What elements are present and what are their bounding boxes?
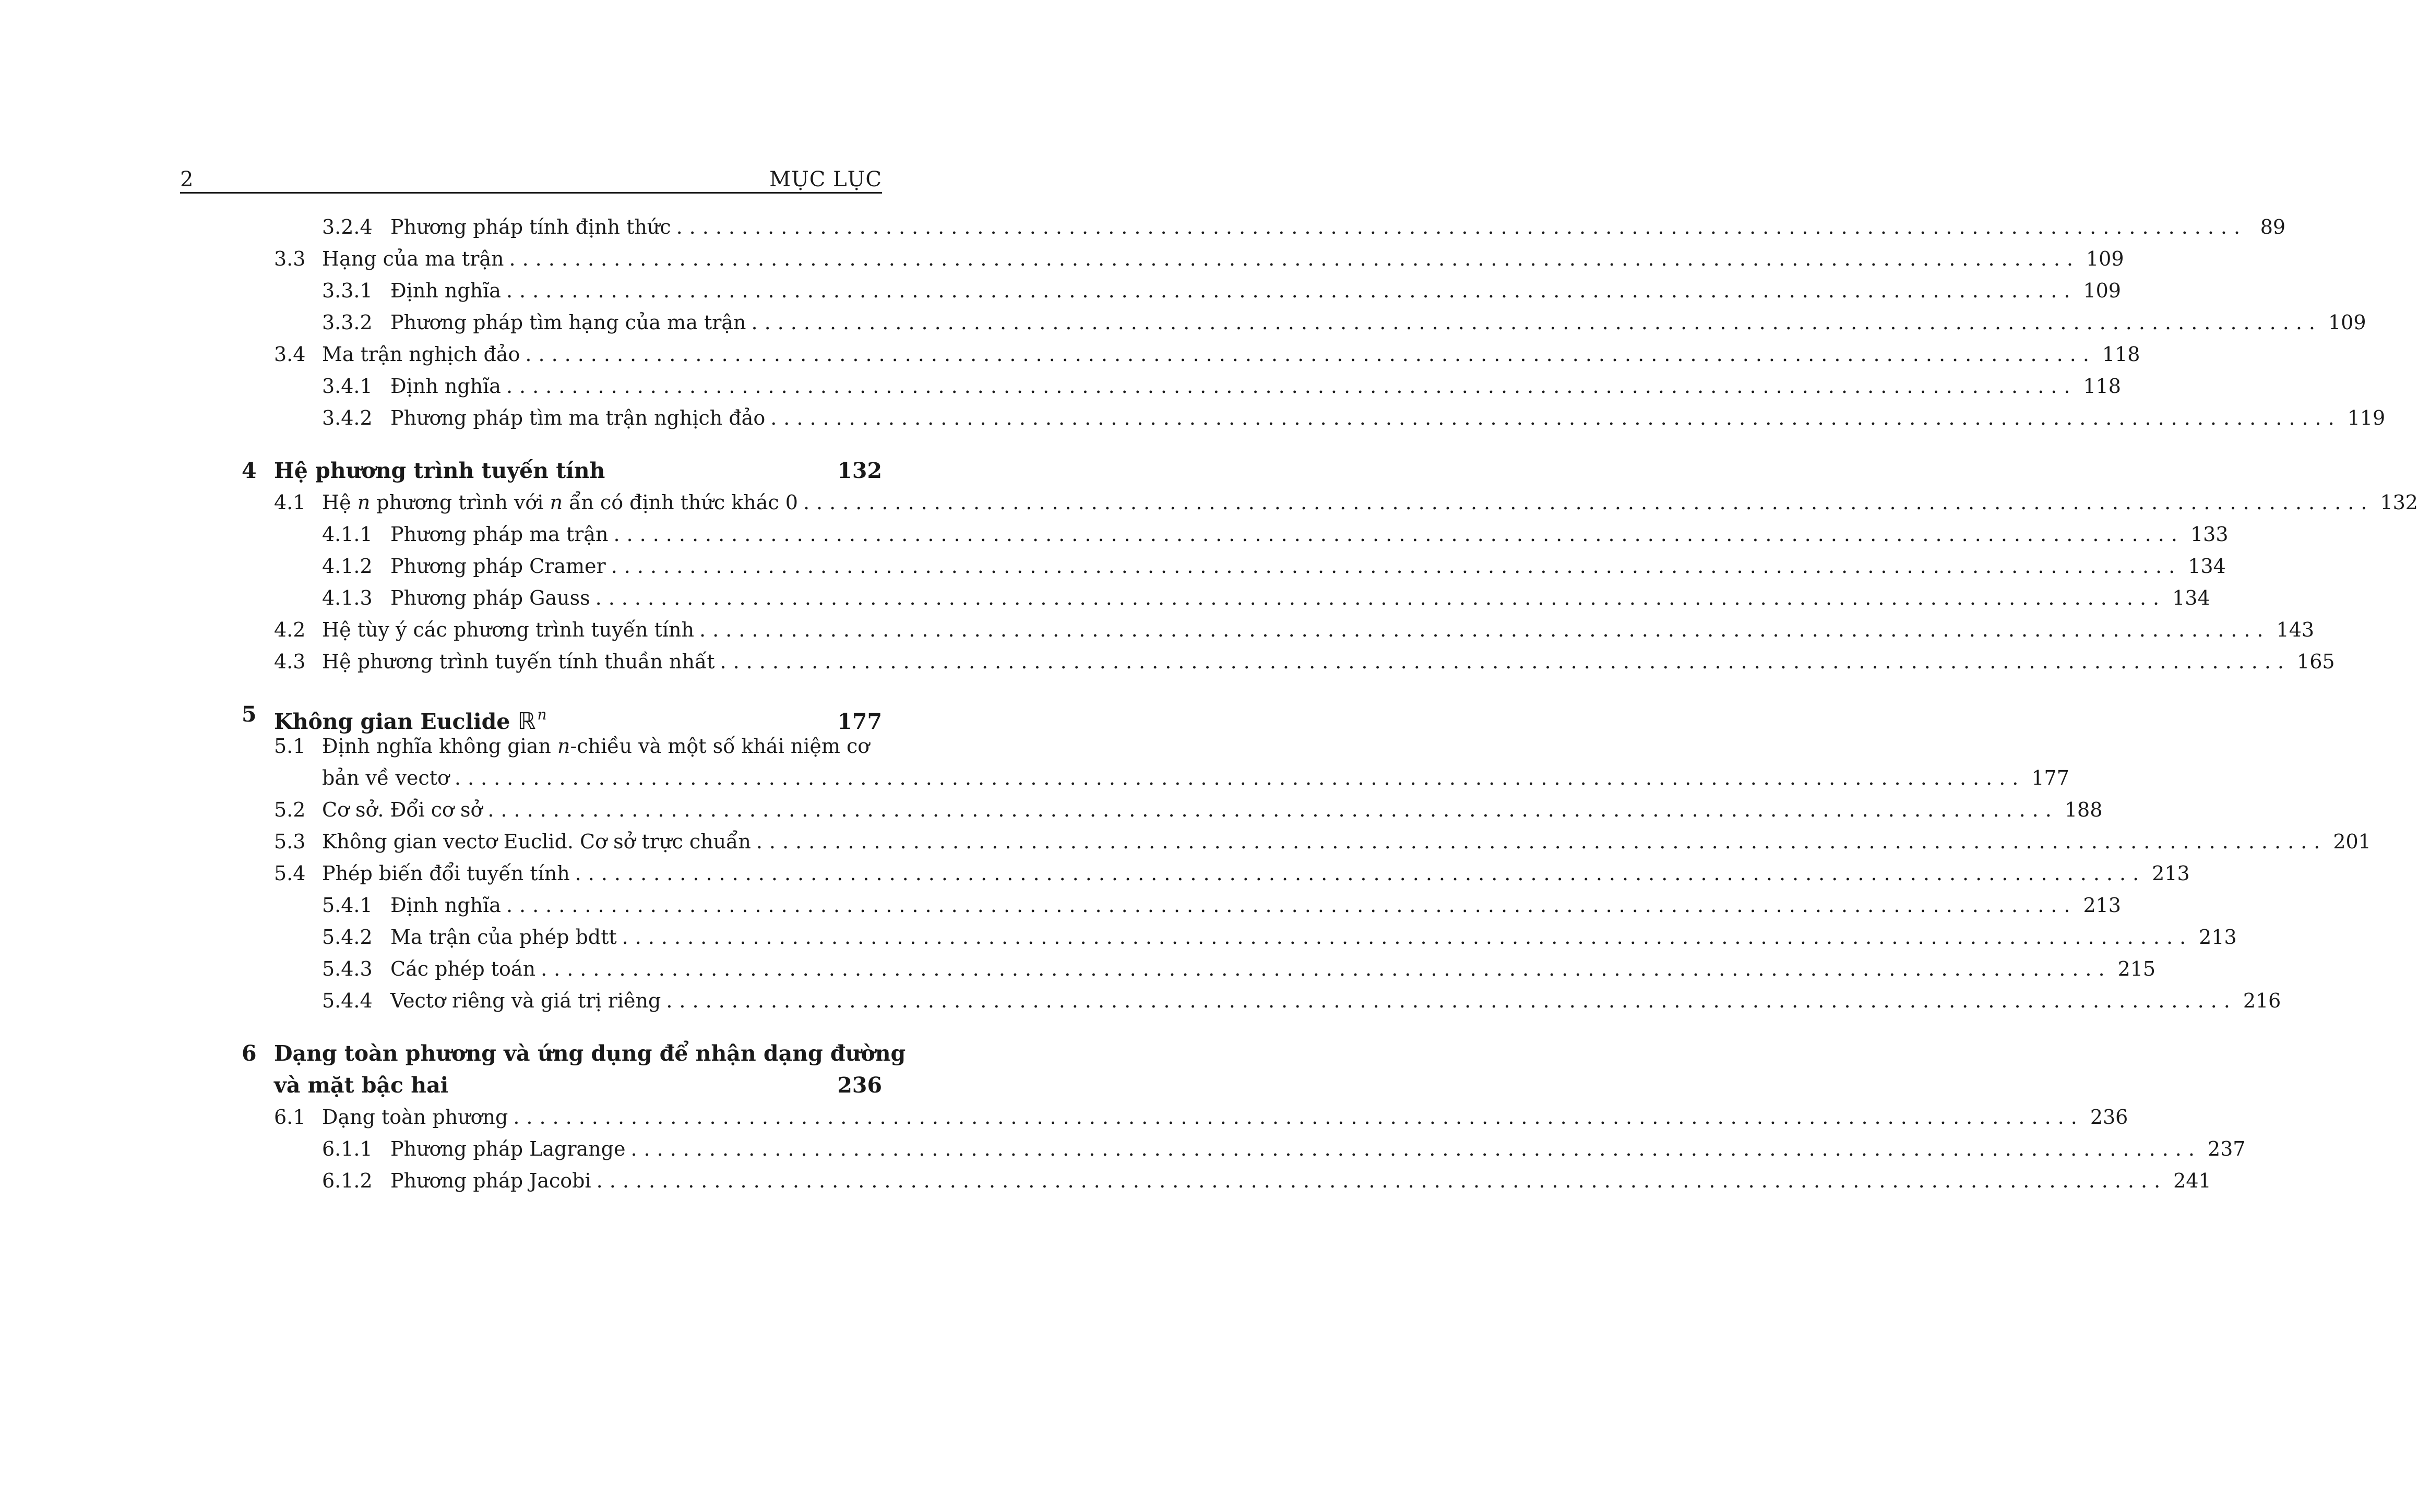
toc-entry-5-3[interactable] [180,826,2371,858]
entry-title: Phương pháp Gauss [390,586,590,609]
entry-page: 89 [2260,215,2286,238]
entry-title: Phương pháp tìm ma trận nghịch đảo [390,406,766,429]
dot-leader: ........................................................................................................................ [699,618,2270,641]
entry-number: 3.3 [274,247,306,270]
dot-leader: ........................................................................................................................ [622,926,2193,949]
toc-entry-6-1-2[interactable] [180,1165,2211,1197]
dot-leader: ........................................................................................................................ [720,650,2291,673]
toc-entry-5-1-line2[interactable] [180,762,2069,794]
chapter-number: 5 [242,702,257,727]
entry-title: Hệ phương trình tuyến tính thuần nhất [322,650,715,673]
entry-number: 5.4.1 [322,894,373,917]
toc-entry-5-4-3[interactable] [180,953,2156,985]
entry-page: 213 [2152,862,2190,885]
entry-title: Vectơ riêng và giá trị riêng [390,989,661,1012]
toc-entry-3-4[interactable] [180,339,2140,370]
dot-leader: ........................................................................................................................ [525,343,2096,366]
entry-page: 216 [2243,989,2281,1012]
entry-page: 132 [2380,491,2418,514]
entry-page: 109 [2328,311,2366,334]
toc-entry-4-3[interactable] [180,646,2335,678]
toc-entry-5-4-1[interactable] [180,890,2121,921]
dot-leader: ........................................................................................................................ [756,830,2327,853]
entry-number: 5.4.4 [322,989,373,1012]
dot-leader: ........................................................................................................................ [487,798,2058,821]
entry-number: 3.4 [274,343,306,366]
toc-entry-6-1[interactable] [180,1101,2128,1133]
toc-entry-5-4-2[interactable] [180,921,2237,953]
entry-title: Phương pháp ma trận [390,523,609,546]
entry-number: 5.1 [274,735,306,758]
entry-number: 4.1.3 [322,586,373,609]
toc-entry-3-2-4[interactable] [180,211,2286,243]
chapter-title: Dạng toàn phương và ứng dụng để nhận dạng đường [274,1041,906,1066]
chapter-title: Hệ phương trình tuyến tính [274,458,605,483]
dot-leader: ........................................................................................................................ [770,406,2341,429]
entry-number: 3.2.4 [322,215,373,238]
dot-leader: ........................................................................................................................ [541,957,2112,980]
dot-leader: ........................................................................................................................ [666,989,2237,1012]
toc-chapter-6-line1[interactable] [180,1038,906,1070]
entry-page: 109 [2083,279,2121,302]
toc-entry-5-4[interactable] [180,858,2190,890]
entry-page: 165 [2297,650,2335,673]
entry-page: 134 [2172,586,2210,609]
entry-page: 213 [2083,894,2121,917]
entry-number: 5.4 [274,862,306,885]
entry-page: 109 [2086,247,2124,270]
toc-chapter-6-line2[interactable] [180,1070,882,1101]
entry-number: 4.1.1 [322,523,373,546]
entry-number: 4.1.2 [322,555,373,578]
entry-number: 3.4.1 [322,375,373,398]
toc-chapter-4[interactable] [180,455,882,487]
entry-title: Phương pháp Lagrange [390,1137,626,1160]
exponent: n [537,706,547,723]
entry-number: 3.4.2 [322,406,373,429]
entry-title: Phương pháp Cramer [390,555,606,578]
entry-page: 133 [2190,523,2229,546]
dot-leader: ........................................................................................................................ [676,215,2247,238]
entry-number: 5.4.3 [322,957,373,980]
entry-title: Phép biến đổi tuyến tính [322,862,570,885]
entry-page: 134 [2188,555,2226,578]
entry-page: 241 [2173,1169,2211,1192]
running-title: MỤC LỤC [769,167,882,191]
entry-title: Định nghĩa không gian n-chiều và một số khái niệm cơ [322,735,870,758]
dot-leader: ........................................................................................................................ [803,491,2374,514]
chapter-title-continued: và mặt bậc hai [274,1073,449,1098]
entry-title: Ma trận nghịch đảo [322,343,520,366]
entry-page: 118 [2102,343,2140,366]
entry-title: Dạng toàn phương [322,1106,508,1129]
toc-entry-4-2[interactable] [180,614,2315,646]
entry-number: 4.3 [274,650,306,673]
entry-page: 213 [2199,926,2237,949]
entry-number: 4.2 [274,618,306,641]
dot-leader: ........................................................................................................................ [613,523,2184,546]
entry-title: Hệ n phương trình với n ẩn có định thức khác 0 [322,491,798,514]
entry-number: 3.3.2 [322,311,373,334]
chapter-page: 132 [837,458,882,483]
chapter-number: 6 [242,1041,257,1066]
dot-leader: ........................................................................................................................ [506,894,2077,917]
entry-number: 5.2 [274,798,306,821]
entry-number: 3.3.1 [322,279,373,302]
entry-page: 177 [2031,766,2069,789]
entry-page: 236 [2090,1106,2128,1129]
entry-page: 237 [2207,1137,2246,1160]
entry-title: Cơ sở. Đổi cơ sở [322,798,483,821]
toc-entry-5-1-line1[interactable] [180,730,882,762]
chapter-page: 177 [837,709,882,734]
entry-title: Ma trận của phép bdtt [390,926,617,949]
toc-entry-4-1-2[interactable] [180,550,2226,582]
toc-entry-3-3[interactable] [180,243,2124,275]
toc-entry-3-3-2[interactable] [180,307,2366,339]
entry-title: Không gian vectơ Euclid. Cơ sở trực chuẩn [322,830,751,853]
entry-page: 118 [2083,375,2121,398]
toc-entry-6-1-1[interactable] [180,1133,2246,1165]
header-rule [180,192,882,194]
toc-entry-4-1-3[interactable] [180,582,2210,614]
entry-number: 6.1.1 [322,1137,373,1160]
entry-number: 5.4.2 [322,926,373,949]
entry-page: 143 [2276,618,2315,641]
dot-leader: ........................................................................................................................ [513,1106,2084,1129]
dot-leader: ........................................................................................................................ [596,1169,2167,1192]
entry-number: 4.1 [274,491,306,514]
entry-title: Phương pháp Jacobi [390,1169,591,1192]
toc-entry-5-2[interactable] [180,794,2103,826]
entry-title: Hệ tùy ý các phương trình tuyến tính [322,618,695,641]
table-of-contents [180,211,2418,1197]
entry-title: Phương pháp tính định thức [390,215,671,238]
dot-leader: ........................................................................................................................ [575,862,2146,885]
entry-title: Hạng của ma trận [322,247,504,270]
chapter-number: 4 [242,458,257,483]
dot-leader: ........................................................................................................................ [454,766,2026,789]
entry-title: Định nghĩa [390,375,501,398]
entry-title: Các phép toán [390,957,536,980]
dot-leader: ........................................................................................................................ [751,311,2322,334]
chapter-page: 236 [837,1073,882,1098]
toc-entry-3-4-2[interactable] [180,402,2386,434]
dot-leader: ........................................................................................................................ [506,375,2077,398]
dot-leader: ........................................................................................................................ [509,247,2080,270]
entry-title: Định nghĩa [390,279,501,302]
dot-leader: ........................................................................................................................ [630,1137,2201,1160]
toc-entry-5-4-4[interactable] [180,985,2281,1017]
entry-page: 215 [2117,957,2156,980]
entry-number: 6.1.2 [322,1169,373,1192]
toc-chapter-5[interactable] [180,699,882,735]
toc-entry-3-3-1[interactable] [180,275,2121,307]
entry-number: 5.3 [274,830,306,853]
toc-entry-4-1-1[interactable] [180,519,2229,550]
entry-page: 119 [2347,406,2386,429]
real-numbers-symbol: ℝ [517,708,536,735]
entry-page: 188 [2064,798,2103,821]
chapter-title: Không gian Euclide ℝ $^n$ [274,706,547,735]
dot-leader: ........................................................................................................................ [595,586,2166,609]
toc-entry-3-4-1[interactable] [180,370,2121,402]
entry-title: Phương pháp tìm hạng của ma trận [390,311,746,334]
page-number: 2 [180,167,194,191]
toc-entry-4-1[interactable] [180,487,2418,519]
entry-page: 201 [2333,830,2371,853]
entry-title-continued: bản về vectơ [322,766,449,789]
entry-number: 6.1 [274,1106,306,1129]
entry-title: Định nghĩa [390,894,501,917]
running-head [180,166,882,193]
dot-leader: ........................................................................................................................ [611,555,2182,578]
dot-leader: ........................................................................................................................ [506,279,2077,302]
